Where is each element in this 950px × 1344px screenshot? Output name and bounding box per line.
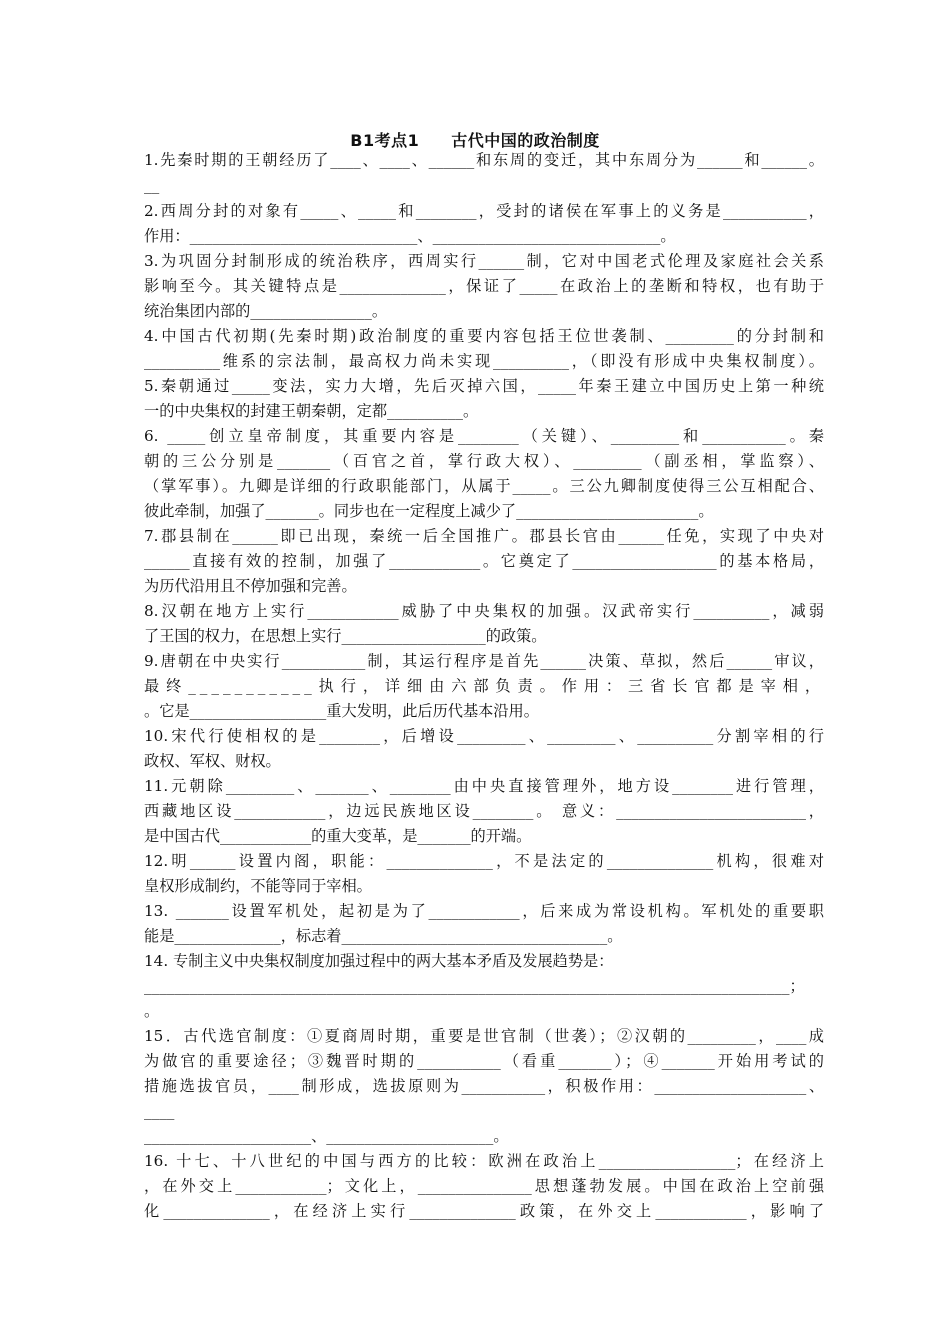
text-line: ______直接有效的控制，加强了____________。它奠定了___________________的基本格局，: [144, 552, 824, 570]
text-line: 7.郡县制在______即已出现，秦统一后全国推广。郡县长官由______任免，实现了中央对: [144, 527, 824, 545]
text-line: 影响至今。其关键特点是______________，保证了_____在政治上的垄断和特权，也有助于: [144, 277, 824, 295]
text-line: _____________________________________________________________________________________；: [144, 977, 805, 995]
text-line: 16. 十七、十八世纪的中国与西方的比较：欧洲在政治上__________________；在经济上: [144, 1152, 824, 1170]
text-line: 是中国古代____________的重大变革，是_______的开端。: [144, 827, 532, 845]
title-text: 古代中国的政治制度: [451, 131, 600, 150]
text-line: 2.西周分封的对象有_____、_____和________，受封的诸侯在军事上的义务是___________，: [144, 202, 824, 220]
text-line: 彼此牵制，加强了_______。同步也在一定程度上减少了________________________。: [144, 502, 714, 520]
text-line: 作用：______________________________、______________________________。: [144, 227, 676, 245]
text-line: 化______________，在经济上实行______________政策，在外交上____________，影响了: [144, 1202, 824, 1220]
text-line: （掌军事）。九卿是详细的行政职能部门，从属于_____。三公九卿制度使得三公互相配合、: [144, 477, 824, 495]
text-line: 西藏地区设____________，边远民族地区设________。 意义：_________________________，: [144, 802, 824, 820]
text-line: 14. 专制主义中央集权制度加强过程中的两大基本矛盾及发展趋势是：: [144, 952, 614, 970]
text-line: 3.为巩固分封制形成的统治秩序，西周实行______制，它对中国老式伦理及家庭社会关系: [144, 252, 824, 270]
text-line: 一的中央集权的封建王朝秦朝，定都__________。: [144, 402, 479, 420]
text-line: 政权、军权、财权。: [144, 752, 281, 770]
text-line: 措施选拔官员，____制形成，选拔原则为___________，积极作用：____________________、: [144, 1077, 824, 1095]
text-line: 9.唐朝在中央实行___________制，其运行程序是首先______决策、草拟，然后______审议，: [144, 652, 824, 670]
text-line: 最终___________执行，详细由六部负责。作用：三省长官都是宰相，: [144, 677, 824, 695]
text-line: 皇权形成制约，不能等同于宰相。: [144, 877, 372, 895]
text-line: 为历代沿用且不停加强和完善。: [144, 577, 357, 595]
text-line: 朝的三公分别是_______（百官之首，掌行政大权）、_________（副丞相，掌监察）、: [144, 452, 824, 470]
text-line: 12.明______设置内阁，职能：______________，不是法定的______________机构，很难对: [144, 852, 824, 870]
text-line: 4.中国古代初期(先秦时期)政治制度的重要内容包括王位世袭制、_________的分封制和: [144, 327, 824, 345]
text-line: 5.秦朝通过_____变法，实力大增，先后灭掉六国，_____年秦王建立中国历史上第一种统: [144, 377, 824, 395]
text-line: __: [144, 176, 160, 194]
text-line: 能是______________，标志着___________________________________。: [144, 927, 623, 945]
text-line: ______________________、______________________。: [144, 1127, 509, 1145]
text-line: 10.宋代行使相权的是________，后增设_________、_________、__________分割宰相的行: [144, 727, 824, 745]
text-line: 统治集团内部的________________。: [144, 302, 387, 320]
text-line: 13. _______设置军机处，起初是为了____________，后来成为常设机构。军机处的重要职: [144, 902, 824, 920]
text-line: __________维系的宗法制，最高权力尚未实现__________，（即没有形成中央集权制度）。: [144, 352, 824, 370]
text-line: 15．古代选官制度：①夏商周时期，重要是世官制（世袭）；②汉朝的_________，____成: [144, 1027, 824, 1045]
text-line: 为做官的重要途径；③魏晋时期的___________（看重_______）；④_______开始用考试的: [144, 1052, 824, 1070]
text-line: 1.先秦时期的王朝经历了____、____、______和东周的变迁，其中东周分为______和______。: [144, 151, 824, 169]
text-line: 6. _____创立皇帝制度，其重要内容是________（关键）、_________和___________。秦: [144, 427, 824, 445]
title-code: B1考点1: [350, 131, 420, 150]
text-line: 了王国的权力，在思想上实行___________________的政策。: [144, 627, 547, 645]
text-line: 。它是__________________重大发明，此后历代基本沿用。: [144, 702, 539, 720]
text-line: 8.汉朝在地方上实行____________威胁了中央集权的加强。汉武帝实行__________，减弱: [144, 602, 824, 620]
text-line: 。: [144, 1002, 160, 1020]
text-line: 11.元朝除_________、_______、________由中央直接管理外，地方设________进行管理，: [144, 777, 824, 795]
text-line: ____: [144, 1102, 175, 1120]
text-line: ，在外交上____________；文化上，_______________思想蓬勃发展。中国在政治上空前强: [144, 1177, 824, 1195]
